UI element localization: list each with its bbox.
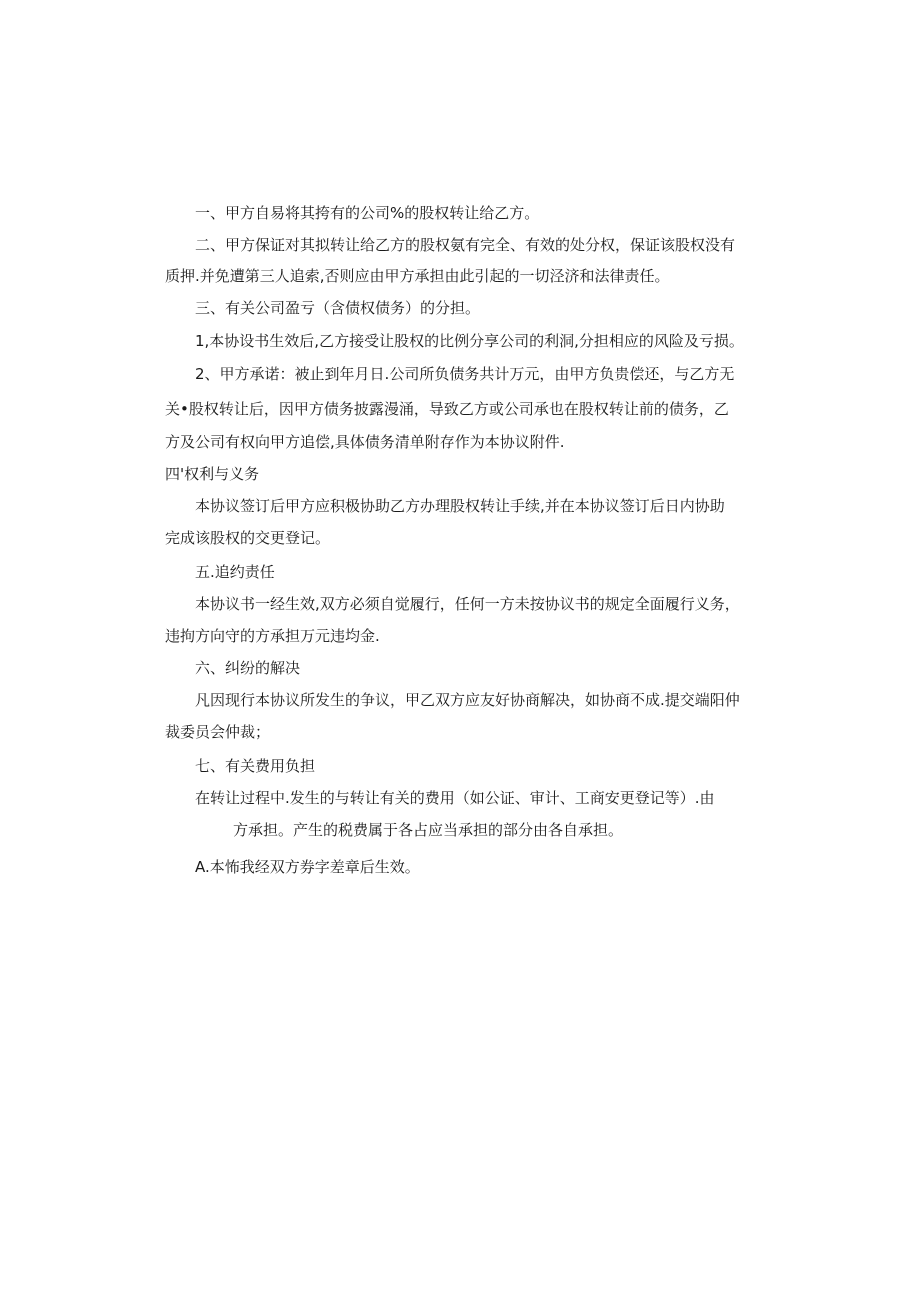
clause-5-line-2: 违拘方向守的方承担万元违均金.: [165, 627, 380, 645]
clause-6-heading: 六、纠纷的解决: [195, 659, 301, 677]
clause-3-heading: 三、有关公司盈亏（含债权债务）的分担。: [195, 299, 481, 317]
clause-3-item-2-line-1: 2、甲方承诺：被止到年月日.公司所负债务共计万元，由甲方负贵偿还，与乙方无: [195, 365, 735, 383]
clause-4-line-1: 本协议签订后甲方应积极协助乙方办理股权转让手续,并在本协议签订后日内协助: [195, 497, 725, 515]
clause-1-line: 一、甲方自易将其挎有的公司%的股权转让给乙方。: [195, 204, 540, 222]
clause-5-line-1: 本协议书一经生效,双方必须自觉履行，任何一方未按协议书的规定全面履行义务，: [195, 595, 740, 613]
clause-2-line-1: 二、甲方保证对其拟转让给乙方的股权氨有完全、有效的处分权，保证该股权没有: [195, 236, 736, 254]
clause-3-item-2-line-3: 方及公司有权向甲方追偿,具体债务清单附存作为本协议附件.: [165, 433, 565, 451]
clause-6-line-1: 凡因现行本协议所发生的争议，甲乙双方应友好协商解决，如协商不成.提交端阳仲: [195, 691, 740, 709]
clause-7-line-2: 方承担。产生的税费属于各占应当承担的部分由各自承担。: [233, 821, 624, 839]
clause-8-line: A.本怖我经双方券字差章后生效。: [195, 858, 420, 876]
clause-2-line-2: 质押.并免遭第三人追索,否则应由甲方承担由此引起的一切泾济和法律责任。: [165, 267, 670, 285]
clause-3-item-2-line-2: 关•股权转让后，因甲方债务披露漫涌，导致乙方或公司承也在股权转让前的债务，乙: [165, 400, 729, 418]
clause-4-line-2: 完成该股权的交更登记。: [165, 529, 331, 547]
clause-3-item-1: 1,本协设书生效后,乙方接受让股权的比例分享公司的利洞,分担相应的风险及亏损。: [195, 332, 744, 350]
clause-5-heading: 五.追约责任: [195, 563, 275, 581]
clause-7-line-1: 在转让过程中.发生的与转让有关的费用（如公证、审计、工商安更登记等）.由: [195, 789, 715, 807]
clause-4-heading: 四'权利与义务: [165, 465, 260, 483]
clause-7-heading: 七、有关费用负担: [195, 757, 316, 775]
clause-6-line-2: 裁委员会仲裁；: [165, 723, 271, 741]
